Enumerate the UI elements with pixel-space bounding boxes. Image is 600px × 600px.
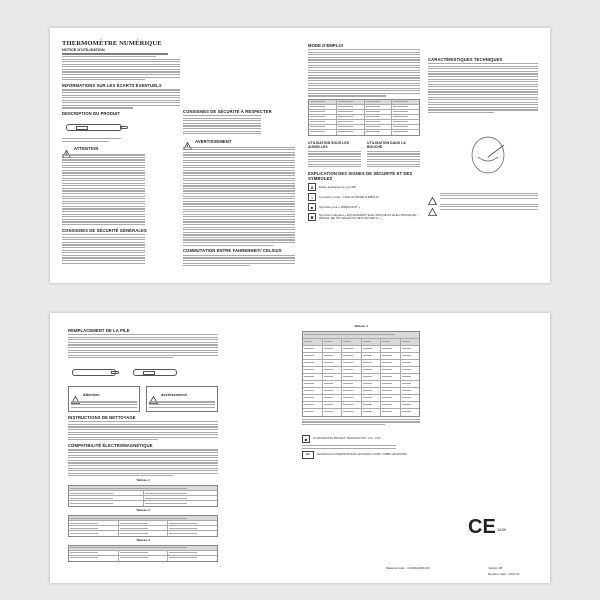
document-subtitle: NOTICE D'UTILISATION xyxy=(62,48,105,52)
section-consignes-respecter-heading: CONSIGNES DE SÉCURITÉ À RESPECTER xyxy=(183,108,272,114)
spec-table xyxy=(308,99,420,136)
ce-notified-body-number: 1639 xyxy=(497,527,506,532)
weee-bin-icon: ✖ xyxy=(308,213,316,221)
symbol-lire-notice: Consulter notice : LIRE LE MODE D'EMPLOI xyxy=(319,194,380,199)
bf-applied-part-icon: ♙ xyxy=(308,183,316,191)
table3-title: Tableau 3 xyxy=(136,537,150,542)
mouth-diagram xyxy=(468,135,508,175)
symbol-deee: Symbole indiquant « ÉQUIPEMENT ÉLECTRIQUE ET ÉLECTRONIQUE / SIGNAL DE TRI SÉLECTIF DES DÉCHETS » xyxy=(319,212,418,221)
manufacturer-name: GUANGDONG BIOMAX TECHNOLOGY CO., LTD. xyxy=(313,436,382,441)
battery-cover-diagram xyxy=(68,364,123,380)
section-compatibilite-heading: COMPATIBILITÉ ÉLECTROMAGNÉTIQUE xyxy=(68,442,153,448)
revision-date: Révision date : 2021-07 xyxy=(488,572,520,576)
manufacturer-icon: ■ xyxy=(308,203,316,211)
section-commutation-heading: COMMUTATION ENTRE FAHRENHEIT/ CELSIUS xyxy=(183,248,282,254)
symbol-fabricant: Symbole pour « FABRICANT » xyxy=(319,204,361,209)
warning-triangle-icon xyxy=(428,203,437,211)
section-caracteristiques-heading: CARACTÉRISTIQUES TECHNIQUES xyxy=(428,56,503,62)
table-3 xyxy=(68,545,218,562)
ec-rep-name: SHANGHAI INTERNATIONAL HOLDING CORP. GMBH (EUROPE) xyxy=(317,451,407,456)
section-avertissement-heading: AVERTISSEMENT xyxy=(195,138,232,144)
version: Version 08 xyxy=(488,566,503,570)
column-2 xyxy=(183,106,295,268)
section-aisselle-heading: UTILISATION SOUS LES AISSELLES xyxy=(308,141,350,150)
document-title: THERMOMÈTRE NUMÉRIQUE xyxy=(62,40,162,47)
avertissement-label: Avertissement xyxy=(161,393,187,398)
manual-page-back xyxy=(50,313,550,583)
attention-box xyxy=(68,386,140,412)
thermometer-diagram xyxy=(62,119,132,135)
section-remplacement-heading: REMPLACEMENT DE LA PILE xyxy=(68,327,130,333)
column-4 xyxy=(428,40,538,213)
avertissement-box xyxy=(146,386,218,412)
warning-triangle-icon xyxy=(71,391,80,399)
warning-triangle-icon xyxy=(428,192,437,200)
warning-triangle-icon xyxy=(62,145,71,153)
manufacturer-icon: ■ xyxy=(302,435,310,443)
table-1 xyxy=(68,485,218,507)
read-manual-icon: i xyxy=(308,193,316,201)
column-1 xyxy=(62,40,180,265)
material-code: Material Code : 1O300111R1016 xyxy=(386,566,430,570)
section-description-heading: DESCRIPTION DU PRODUIT xyxy=(62,111,121,117)
column-left xyxy=(68,325,218,564)
attention-label: Attention xyxy=(83,393,100,398)
table4-title: Tableau 4 xyxy=(354,324,368,328)
warning-triangle-icon xyxy=(149,391,158,399)
battery-insert-diagram xyxy=(129,364,184,380)
table-2 xyxy=(68,515,218,537)
section-consignes-generales-heading: CONSIGNES DE SÉCURITÉ GÉNÉRALES xyxy=(62,227,147,233)
table1-title: Tableau 1 xyxy=(136,478,150,483)
section-symboles-heading: EXPLICATION DES SIGNES DE SÉCURITÉ ET DES SYMBOLES xyxy=(308,171,413,182)
ce-mark: CE xyxy=(468,516,496,538)
table-4 xyxy=(302,331,420,417)
column-3 xyxy=(308,40,420,223)
symbol-type-bf: Partie appliquée de type BF xyxy=(319,184,357,189)
section-ecarts-heading: INFORMATIONS SUR LES ÉCARTS ÉVENTUELS xyxy=(62,82,162,88)
column-right xyxy=(302,325,420,461)
section-mode-heading: MODE D'EMPLOI xyxy=(308,42,344,48)
manual-page-front xyxy=(50,28,550,283)
ec-rep-icon: EC xyxy=(302,451,314,459)
section-nettoyage-heading: INSTRUCTIONS DE NETTOYAGE xyxy=(68,414,136,420)
section-attention-heading: ATTENTION xyxy=(74,146,99,152)
warning-triangle-icon xyxy=(183,137,192,145)
table2-title: Tableau 2 xyxy=(136,508,150,513)
section-bouche-heading: UTILISATION DANS LA BOUCHE xyxy=(367,141,406,150)
